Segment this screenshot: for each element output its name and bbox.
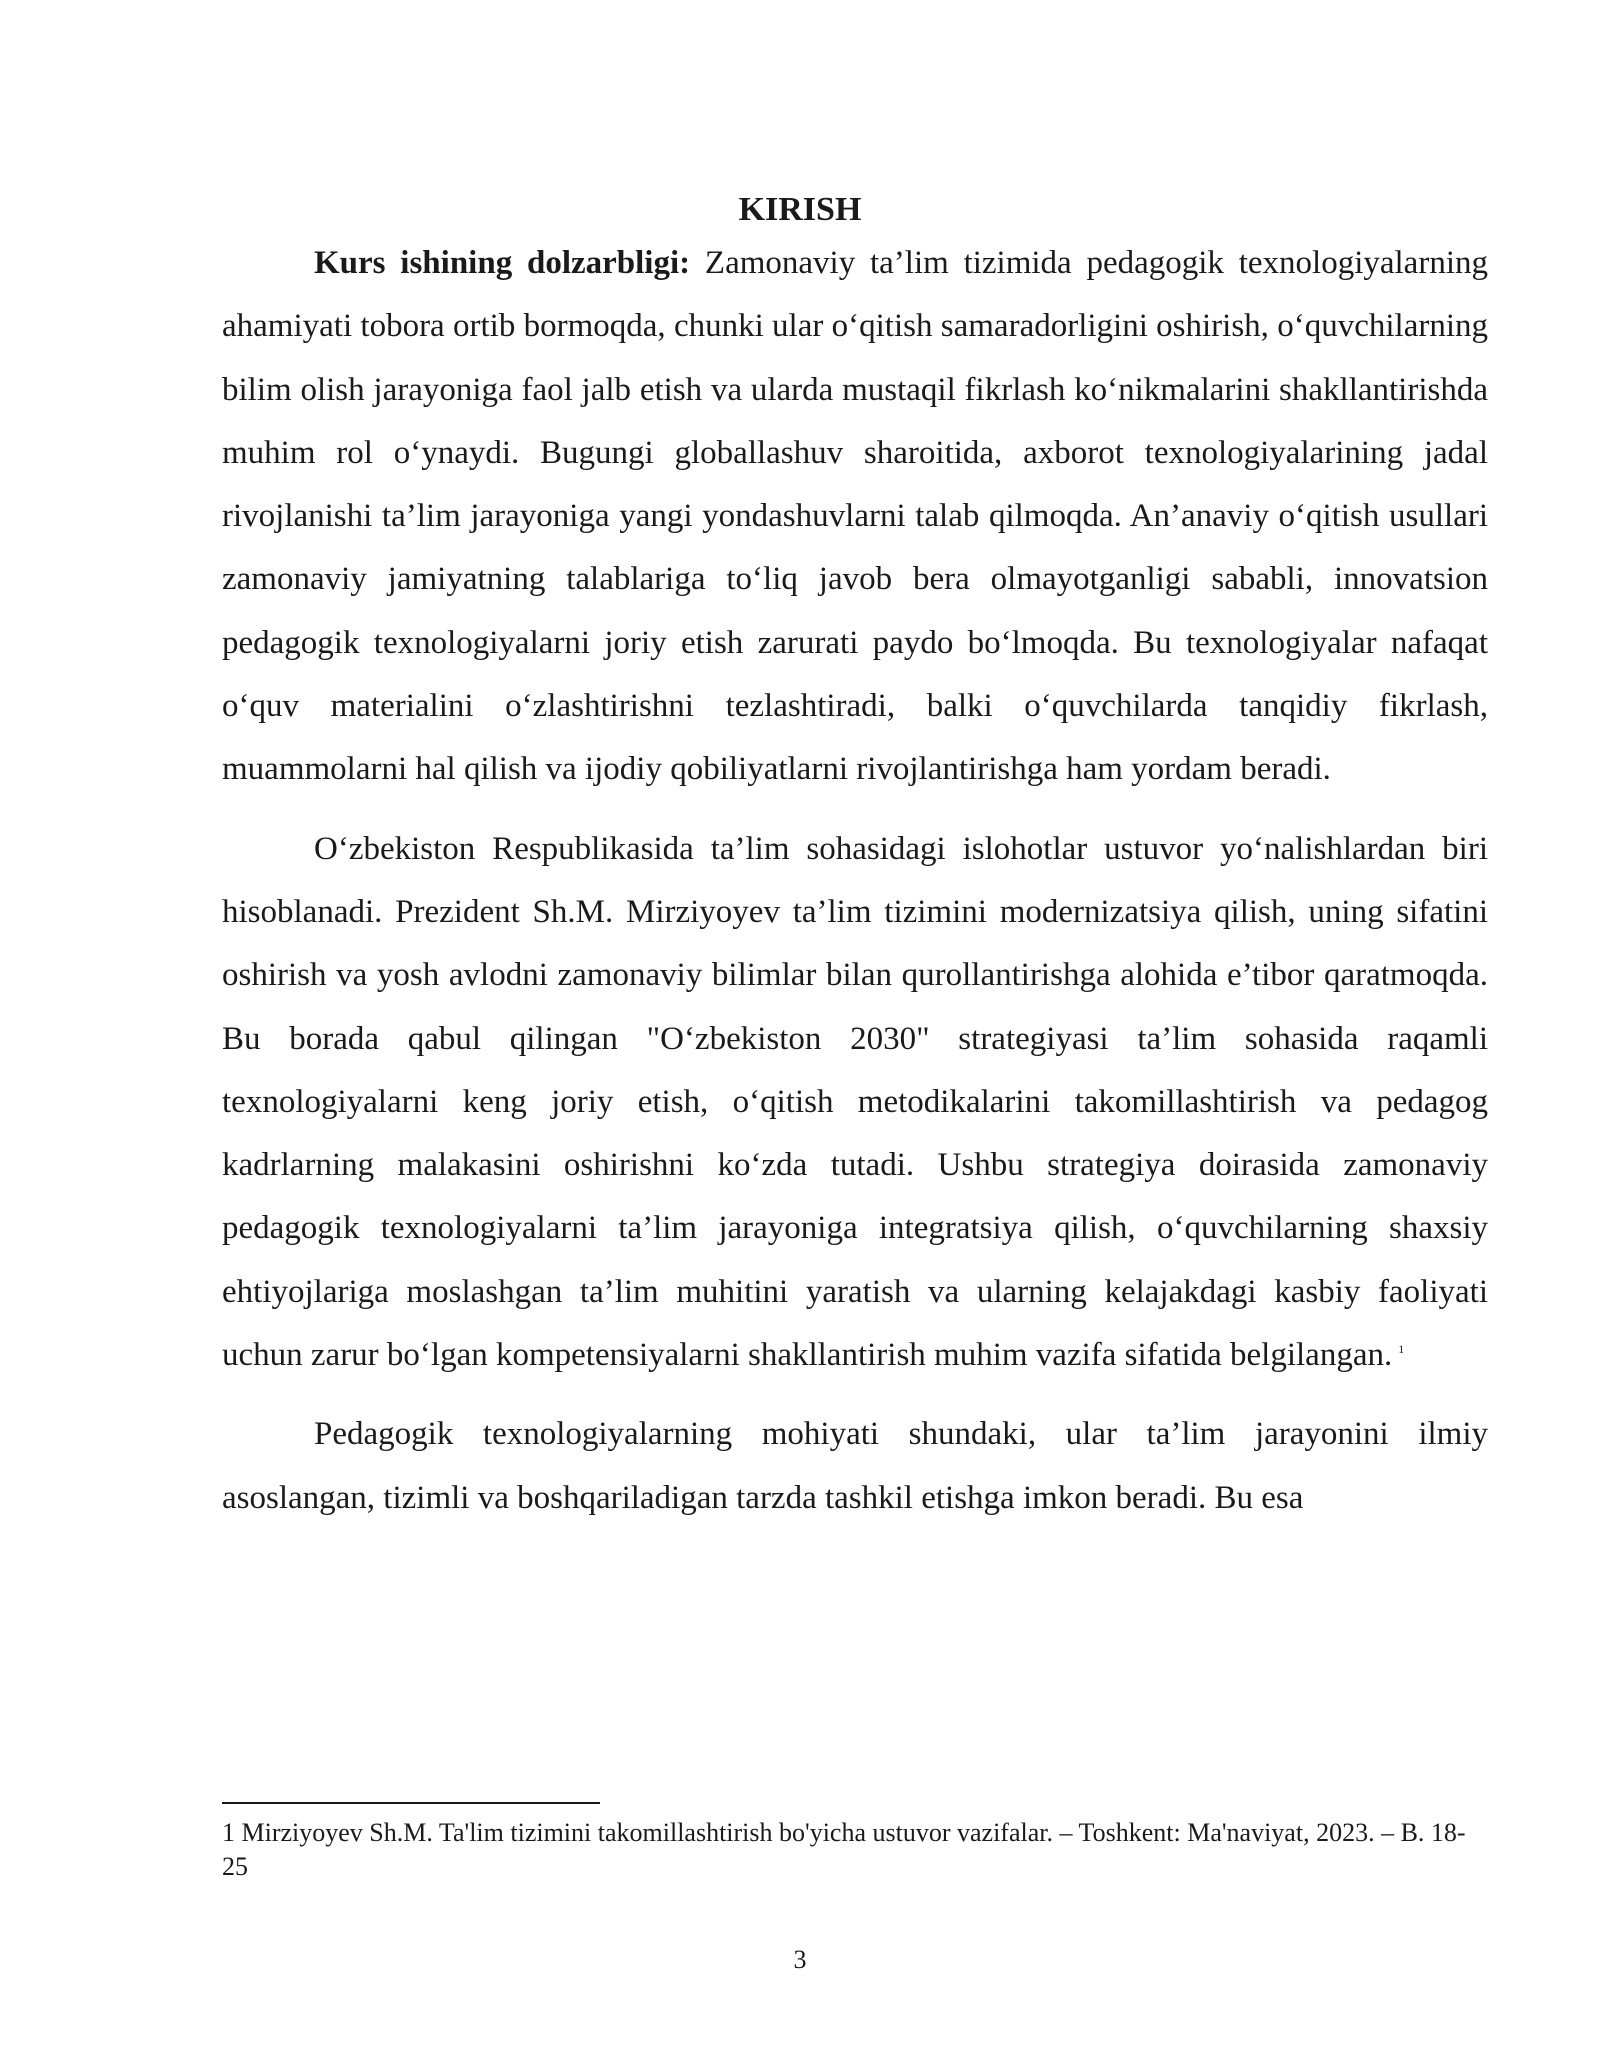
paragraph-reforms	[222, 818, 1488, 1388]
footnote-separator	[222, 1802, 600, 1804]
paragraph-text: Zamonaviy ta’lim tizimida pedagogik texnologiyalarning ahamiyati tobora ortib bormoqda, chunki ular o‘qitish samaradorligini oshirish, o‘quvchilarning bilim olish jarayoniga faol jalb etish va ularda mustaqil fikrlash ko‘nikmalarini shakllantirishda muhim rol o‘ynaydi. Bugungi globallashuv sharoitida, axborot texnologiyalarining jadal rivojlanishi ta’lim jarayoniga yangi yondashuvlarni talab qilmoqda. An’anaviy o‘qitish usullari zamonaviy jamiyatning talablariga to‘liq javob bera olmayotganligi sababli, innovatsion pedagogik texnologiyalarni joriy etish zarurati paydo bo‘lmoqda. Bu texnologiyalar nafaqat o‘quv materialini o‘zlashtirishni tezlashtiradi, balki o‘quvchilarda tanqidiy fikrlash, muammolarni hal qilish va ijodiy qobiliyatlarni rivojlantirishga ham yordam beradi.	[222, 245, 1488, 788]
body-text	[222, 232, 1488, 1530]
paragraph-lead: Kurs ishining dolzarbligi:	[314, 245, 691, 281]
section-title: KIRISH	[738, 191, 862, 228]
paragraph-relevance	[222, 232, 1488, 802]
page-number: 3	[793, 1945, 807, 1974]
paragraph-essence	[222, 1403, 1488, 1530]
paragraph-text: O‘zbekiston Respublikasida ta’lim sohasidagi islohotlar ustuvor yo‘nalishlardan biri hisoblanadi. Prezident Sh.M. Mirziyoyev ta’lim tizimini modernizatsiya qilish, uning sifatini oshirish va yosh avlodni zamonaviy bilimlar bilan qurollantirishga alohida e’tibor qaratmoqda. Bu borada qabul qilingan "O‘zbekiston 2030" strategiyasi ta’lim sohasida raqamli texnologiyalarni keng joriy etish, o‘qitish metodikalarini takomillashtirish va pedagog kadrlarning malakasini oshirishni ko‘zda tutadi. Ushbu strategiya doirasida zamonaviy pedagogik texnologiyalarni ta’lim jarayoniga integratsiya qilish, o‘quvchilarning shaxsiy ehtiyojlariga moslashgan ta’lim muhitini yaratish va ularning kelajakdagi kasbiy faoliyati uchun zarur bo‘lgan kompetensiyalarni shakllantirish muhim vazifa sifatida belgilangan.	[222, 830, 1488, 1374]
footnote-text: 1 Mirziyoyev Sh.M. Ta'lim tizimini takomillashtirish bo'yicha ustuvor vazifalar. – Toshkent: Ma'naviyat, 2023. – B. 18-25	[222, 1818, 1466, 1881]
paragraph-text: Pedagogik texnologiyalarning mohiyati shundaki, ular ta’lim jarayonini ilmiy asoslangan, tizimli va boshqariladigan tarzda tashkil etishga imkon beradi. Bu esa	[222, 1416, 1488, 1516]
footnote-reference: 1	[1398, 1342, 1405, 1357]
